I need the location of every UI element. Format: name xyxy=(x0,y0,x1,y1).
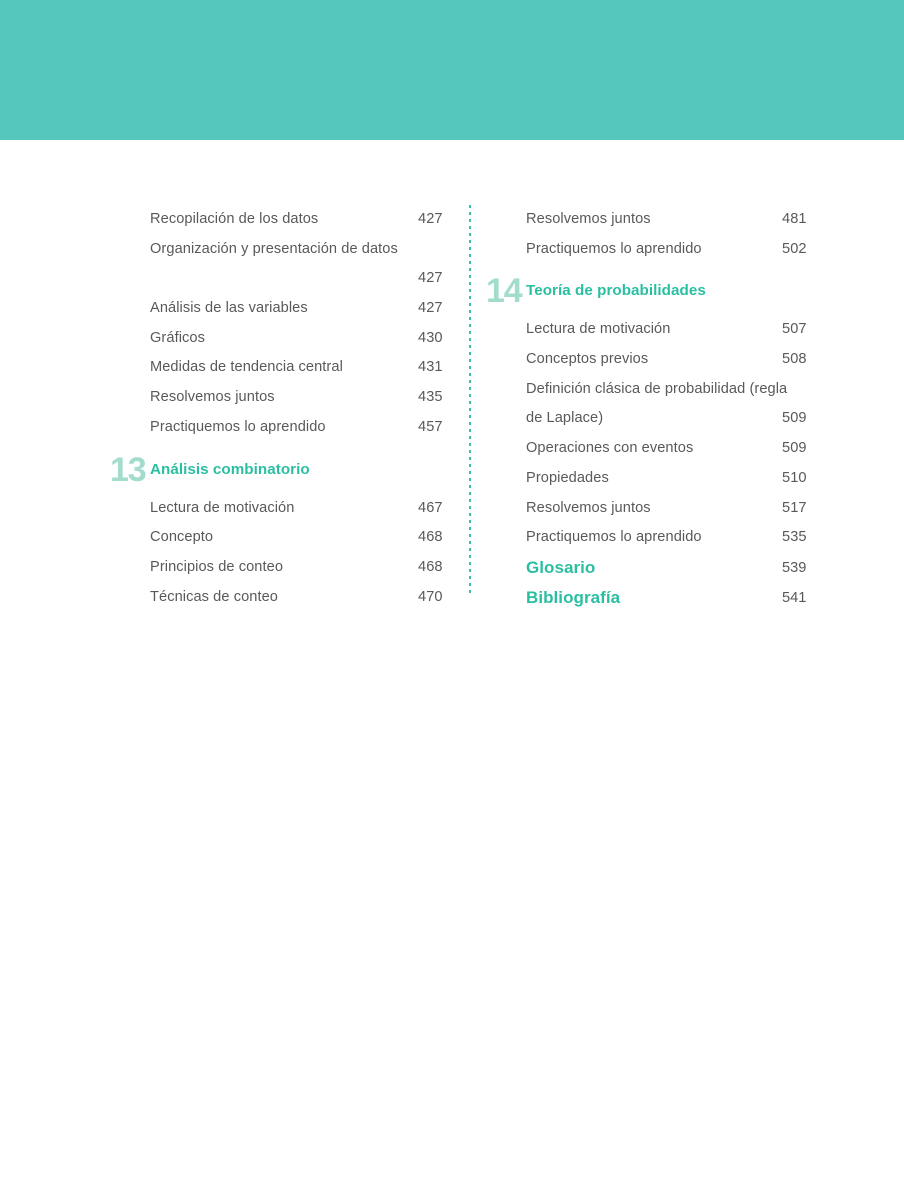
toc-entry[interactable] xyxy=(486,434,816,464)
toc-entry-page-number: 431 xyxy=(418,359,443,376)
toc-entry-page-number: 435 xyxy=(418,389,443,406)
toc-entry[interactable] xyxy=(486,345,816,375)
toc-section-label: Glosario xyxy=(526,557,596,577)
toc-entry-page-number: 509 xyxy=(782,440,807,457)
toc-entry[interactable] xyxy=(486,235,816,265)
toc-entry-page-number: 507 xyxy=(782,321,807,338)
toc-section-label: Bibliografía xyxy=(526,587,621,607)
toc-entry-page-number: 481 xyxy=(782,211,807,227)
toc-entry[interactable] xyxy=(110,553,443,583)
toc-section-entry[interactable] xyxy=(486,553,816,583)
toc-entry-page-number: 508 xyxy=(782,351,807,368)
toc-entry-label: Organización y presentación de datos xyxy=(150,240,398,257)
toc-entry[interactable] xyxy=(486,205,816,235)
toc-entry-label: Resolvemos juntos xyxy=(526,211,651,227)
toc-entry-label: Practiquemos lo aprendido xyxy=(150,418,326,435)
toc-entry-label: Propiedades xyxy=(526,469,609,486)
toc-entry-label: Definición clásica de probabilidad (regla de Laplace) xyxy=(526,380,788,427)
toc-entry-page-number: 470 xyxy=(418,588,443,605)
toc-entry-label: Principios de conteo xyxy=(150,558,284,575)
toc-entry[interactable] xyxy=(110,205,443,235)
toc-entry-label: Practiquemos lo aprendido xyxy=(526,240,702,257)
toc-entry-page-number: 468 xyxy=(418,529,443,546)
toc-entry[interactable] xyxy=(110,583,443,613)
table-of-contents xyxy=(0,205,904,625)
toc-entry[interactable] xyxy=(110,324,443,354)
toc-entry[interactable] xyxy=(486,315,816,345)
toc-entry-label: Análisis de las variables xyxy=(150,300,308,317)
toc-entry[interactable] xyxy=(110,413,443,443)
toc-entry[interactable] xyxy=(486,375,816,434)
toc-entry[interactable] xyxy=(110,353,443,383)
toc-entry-page-number: 427 xyxy=(418,300,443,317)
toc-entry-page-number: 427 xyxy=(418,211,443,227)
toc-chapter-title: Teoría de probabilidades xyxy=(526,282,706,300)
toc-entry-label: Practiquemos lo aprendido xyxy=(526,529,702,546)
toc-entry-page-number: 430 xyxy=(418,329,443,346)
toc-section-page-number: 541 xyxy=(782,589,807,606)
toc-entry[interactable] xyxy=(486,523,816,553)
toc-entry-label: Resolvemos juntos xyxy=(526,499,651,516)
toc-entry-label: Conceptos previos xyxy=(526,351,649,368)
toc-right-column xyxy=(486,205,816,613)
toc-entry-page-number: 427 xyxy=(418,270,443,287)
toc-entry-label: Resolvemos juntos xyxy=(150,389,275,406)
toc-entry-label: Concepto xyxy=(150,529,214,546)
toc-entry-page-number: 535 xyxy=(782,529,807,546)
toc-entry[interactable] xyxy=(110,294,443,324)
toc-chapter-title: Análisis combinatorio xyxy=(150,460,310,478)
toc-section-entry[interactable] xyxy=(486,583,816,613)
toc-entry-page-number: 467 xyxy=(418,499,443,516)
toc-entry[interactable] xyxy=(110,494,443,524)
toc-entry-page-number: 517 xyxy=(782,499,807,516)
block-spacer xyxy=(110,443,440,454)
block-spacer xyxy=(486,264,816,275)
toc-entry-label: Gráficos xyxy=(150,329,205,346)
toc-entry-page-number: 468 xyxy=(418,558,443,575)
toc-entry-label: Lectura de motivación xyxy=(150,499,295,516)
toc-entry-label: Operaciones con eventos xyxy=(526,440,694,457)
toc-entry-page-number: 457 xyxy=(418,418,443,435)
toc-entry-label: Recopilación de los datos xyxy=(150,211,319,227)
toc-entry-page-number: 510 xyxy=(782,469,807,486)
toc-chapter-heading[interactable] xyxy=(486,272,816,315)
toc-entry[interactable] xyxy=(110,235,443,294)
toc-entry-page-number: 502 xyxy=(782,240,807,257)
toc-left-column xyxy=(110,205,443,612)
toc-entry[interactable] xyxy=(486,464,816,494)
toc-entry-label: Técnicas de conteo xyxy=(150,588,278,605)
toc-entry-label: Medidas de tendencia central xyxy=(150,359,343,376)
toc-entry[interactable] xyxy=(486,494,816,524)
toc-entry[interactable] xyxy=(110,523,443,553)
top-decorative-banner xyxy=(0,0,904,140)
toc-chapter-number: 13 xyxy=(110,450,146,489)
toc-chapter-heading[interactable] xyxy=(110,450,440,494)
toc-entry-label: Lectura de motivación xyxy=(526,321,671,338)
toc-section-page-number: 539 xyxy=(782,559,807,576)
toc-entry-page-number: 509 xyxy=(782,410,807,427)
toc-chapter-number: 14 xyxy=(486,272,522,311)
toc-entry[interactable] xyxy=(110,383,443,413)
